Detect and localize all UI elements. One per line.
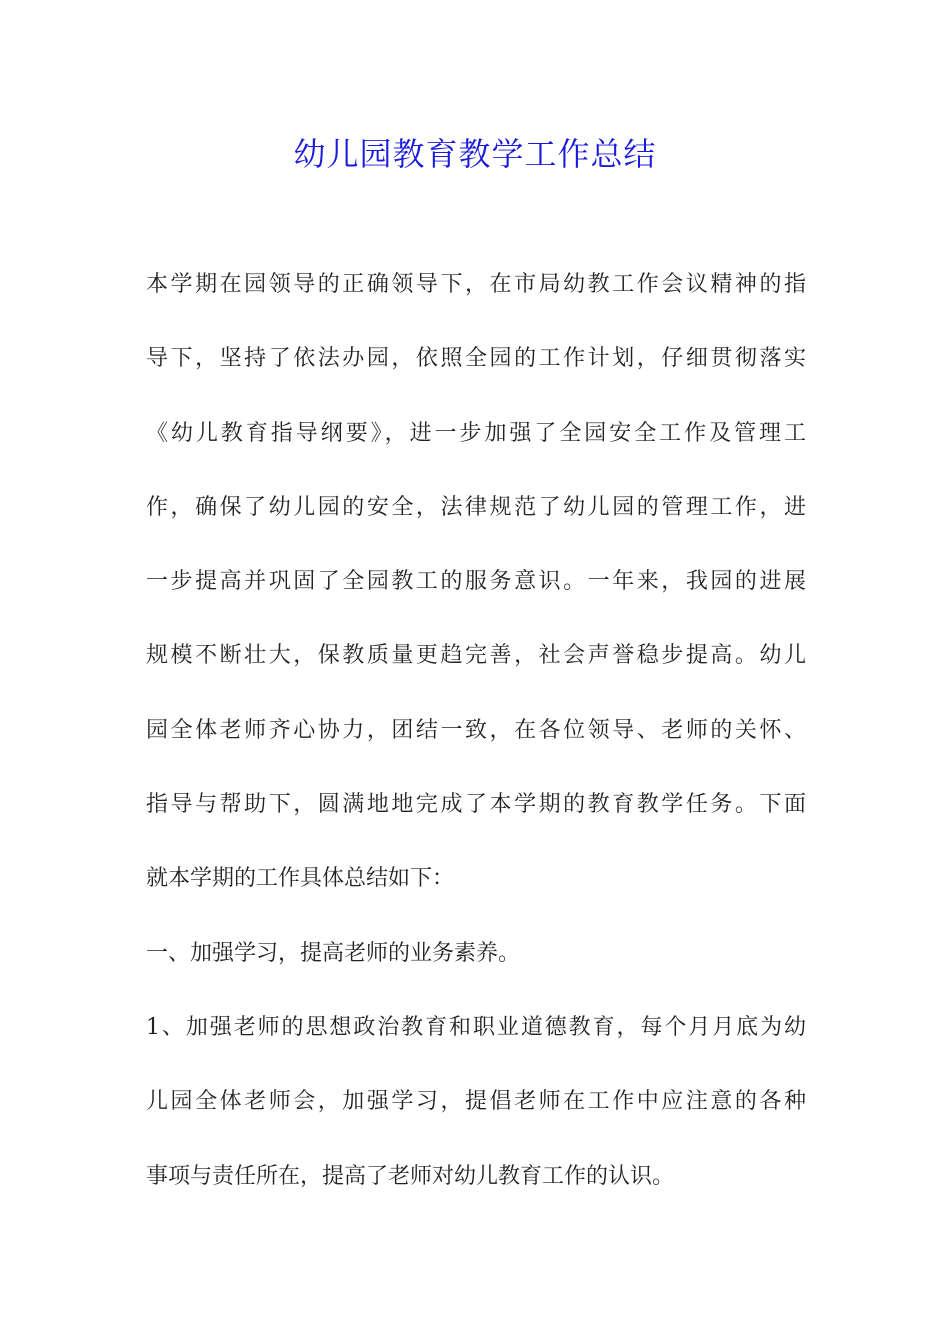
- text-line: 一步提高并巩固了全园教工的服务意识。一年来，我园的进展: [146, 569, 806, 595]
- text-line: 作，确保了幼儿园的安全，法律规范了幼儿园的管理工作，进: [146, 494, 806, 520]
- text-line: 《幼儿教育指导纲要》，进一步加强了全园安全工作及管理工: [146, 420, 806, 446]
- text-line: 1、加强老师的思想政治教育和职业道德教育，每个月月底为幼: [146, 1014, 806, 1040]
- document-body: [146, 262, 806, 1228]
- text-line: 事项与责任所在，提高了老师对幼儿教育工作的认识。: [146, 1163, 675, 1189]
- text-line: 就本学期的工作具体总结如下：: [146, 866, 455, 892]
- text-line: 指导与帮助下，圆满地地完成了本学期的教育教学任务。下面: [146, 792, 806, 818]
- text-line: 导下，坚持了依法办园，依照全园的工作计划，仔细贯彻落实: [146, 346, 806, 372]
- section-heading: 一、加强学习，提高老师的业务素养。: [146, 940, 521, 966]
- document-title: 幼儿园教育教学工作总结: [293, 135, 657, 173]
- text-line: 儿园全体老师会，加强学习，提倡老师在工作中应注意的各种: [146, 1089, 806, 1115]
- text-line: 园全体老师齐心协力，团结一致，在各位领导、老师的关怀、: [146, 717, 806, 743]
- text-line: 本学期在园领导的正确领导下，在市局幼教工作会议精神的指: [146, 272, 806, 297]
- text-line: 规模不断壮大，保教质量更趋完善，社会声誉稳步提高。幼儿: [146, 643, 806, 669]
